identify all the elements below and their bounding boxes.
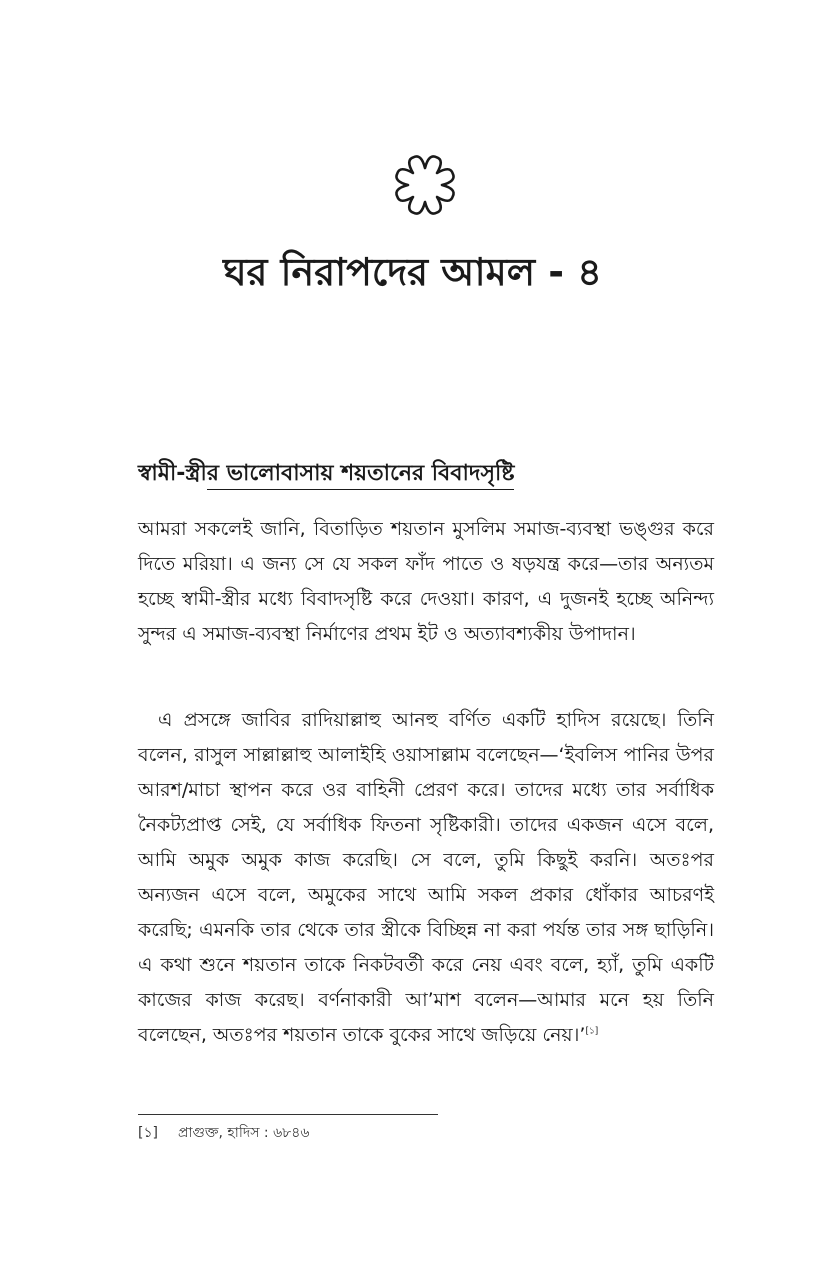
paragraph-intro: আমরা সকলেই জানি, বিতাড়িত শয়তান মুসলিম সমাজ-ব্যবস্থা ভঙ্গুর করে দিতে মরিয়া। এ জন্য সে যে সকল ফাঁদ পাতে ও ষড়যন্ত্র করে—তার অন্যতম হচ্ছে স্বামী-স্ত্রীর মধ্যে বিবাদসৃষ্টি করে দেওয়া। কারণ, এ দুজনই হচ্ছে অনিন্দ্য সুন্দর এ সমাজ-ব্যবস্থা নির্মাণের প্রথম ইট ও অত্যাবশ্যকীয় উপাদান। <box>138 518 714 645</box>
section-heading-rest: র ভালোবাসায় শয়তানের বিবাদসৃষ্টি <box>207 461 515 490</box>
footnote-marker: [১] <box>138 1125 159 1141</box>
section-heading-prefix: স্বামী-স্ত্রী <box>138 461 207 486</box>
section-heading <box>138 455 514 493</box>
footnote-divider <box>138 1114 438 1115</box>
footnote <box>138 1122 309 1144</box>
footnote-reference[interactable]: [১] <box>585 1026 599 1037</box>
footnote-text: প্রাগুক্ত, হাদিস : ৬৮৪৬ <box>178 1125 310 1141</box>
paragraph-hadith-text: এ প্রসঙ্গে জাবির রাদিয়াল্লাহু আনহু বর্ণিত একটি হাদিস রয়েছে। তিনি বলেন, রাসুল সাল্লাল্লাহু আলাইহি ওয়াসাল্লাম বলেছেন—‘ইবলিস পানির উপর আরশ/মাচা স্থাপন করে ওর বাহিনী প্রেরণ করে। তাদের মধ্যে তার সর্বাধিক নৈকট্যপ্রাপ্ত সেই, যে সর্বাধিক ফিতনা সৃষ্টিকারী। তাদের একজন এসে বলে, আমি অমুক অমুক কাজ করেছি। সে বলে, তুমি কিছুই করনি। অতঃপর অন্যজন এসে বলে, অমুকের সাথে আমি সকল প্রকার ধোঁকার আচরণই করেছি; এমনকি তার থেকে তার স্ত্রীকে বিচ্ছিন্ন না করা পর্যন্ত তার সঙ্গ ছাড়িনি। এ কথা শুনে শয়তান তাকে নিকটবর্তী করে নেয় এবং বলে, হ্যাঁ, তুমি একটি কাজের কাজ করেছ। বর্ণনাকারী আ’মাশ বলেন—আমার মনে হয় তিনি বলেছেন, অতঃপর শয়তান তাকে বুকের সাথে জড়িয়ে নেয়।’ <box>138 709 714 1046</box>
chapter-title: ঘর নিরাপদের আমল - ৪ <box>223 250 602 294</box>
eight-petal-flower-icon <box>392 152 458 218</box>
paragraph-hadith <box>138 703 714 1053</box>
